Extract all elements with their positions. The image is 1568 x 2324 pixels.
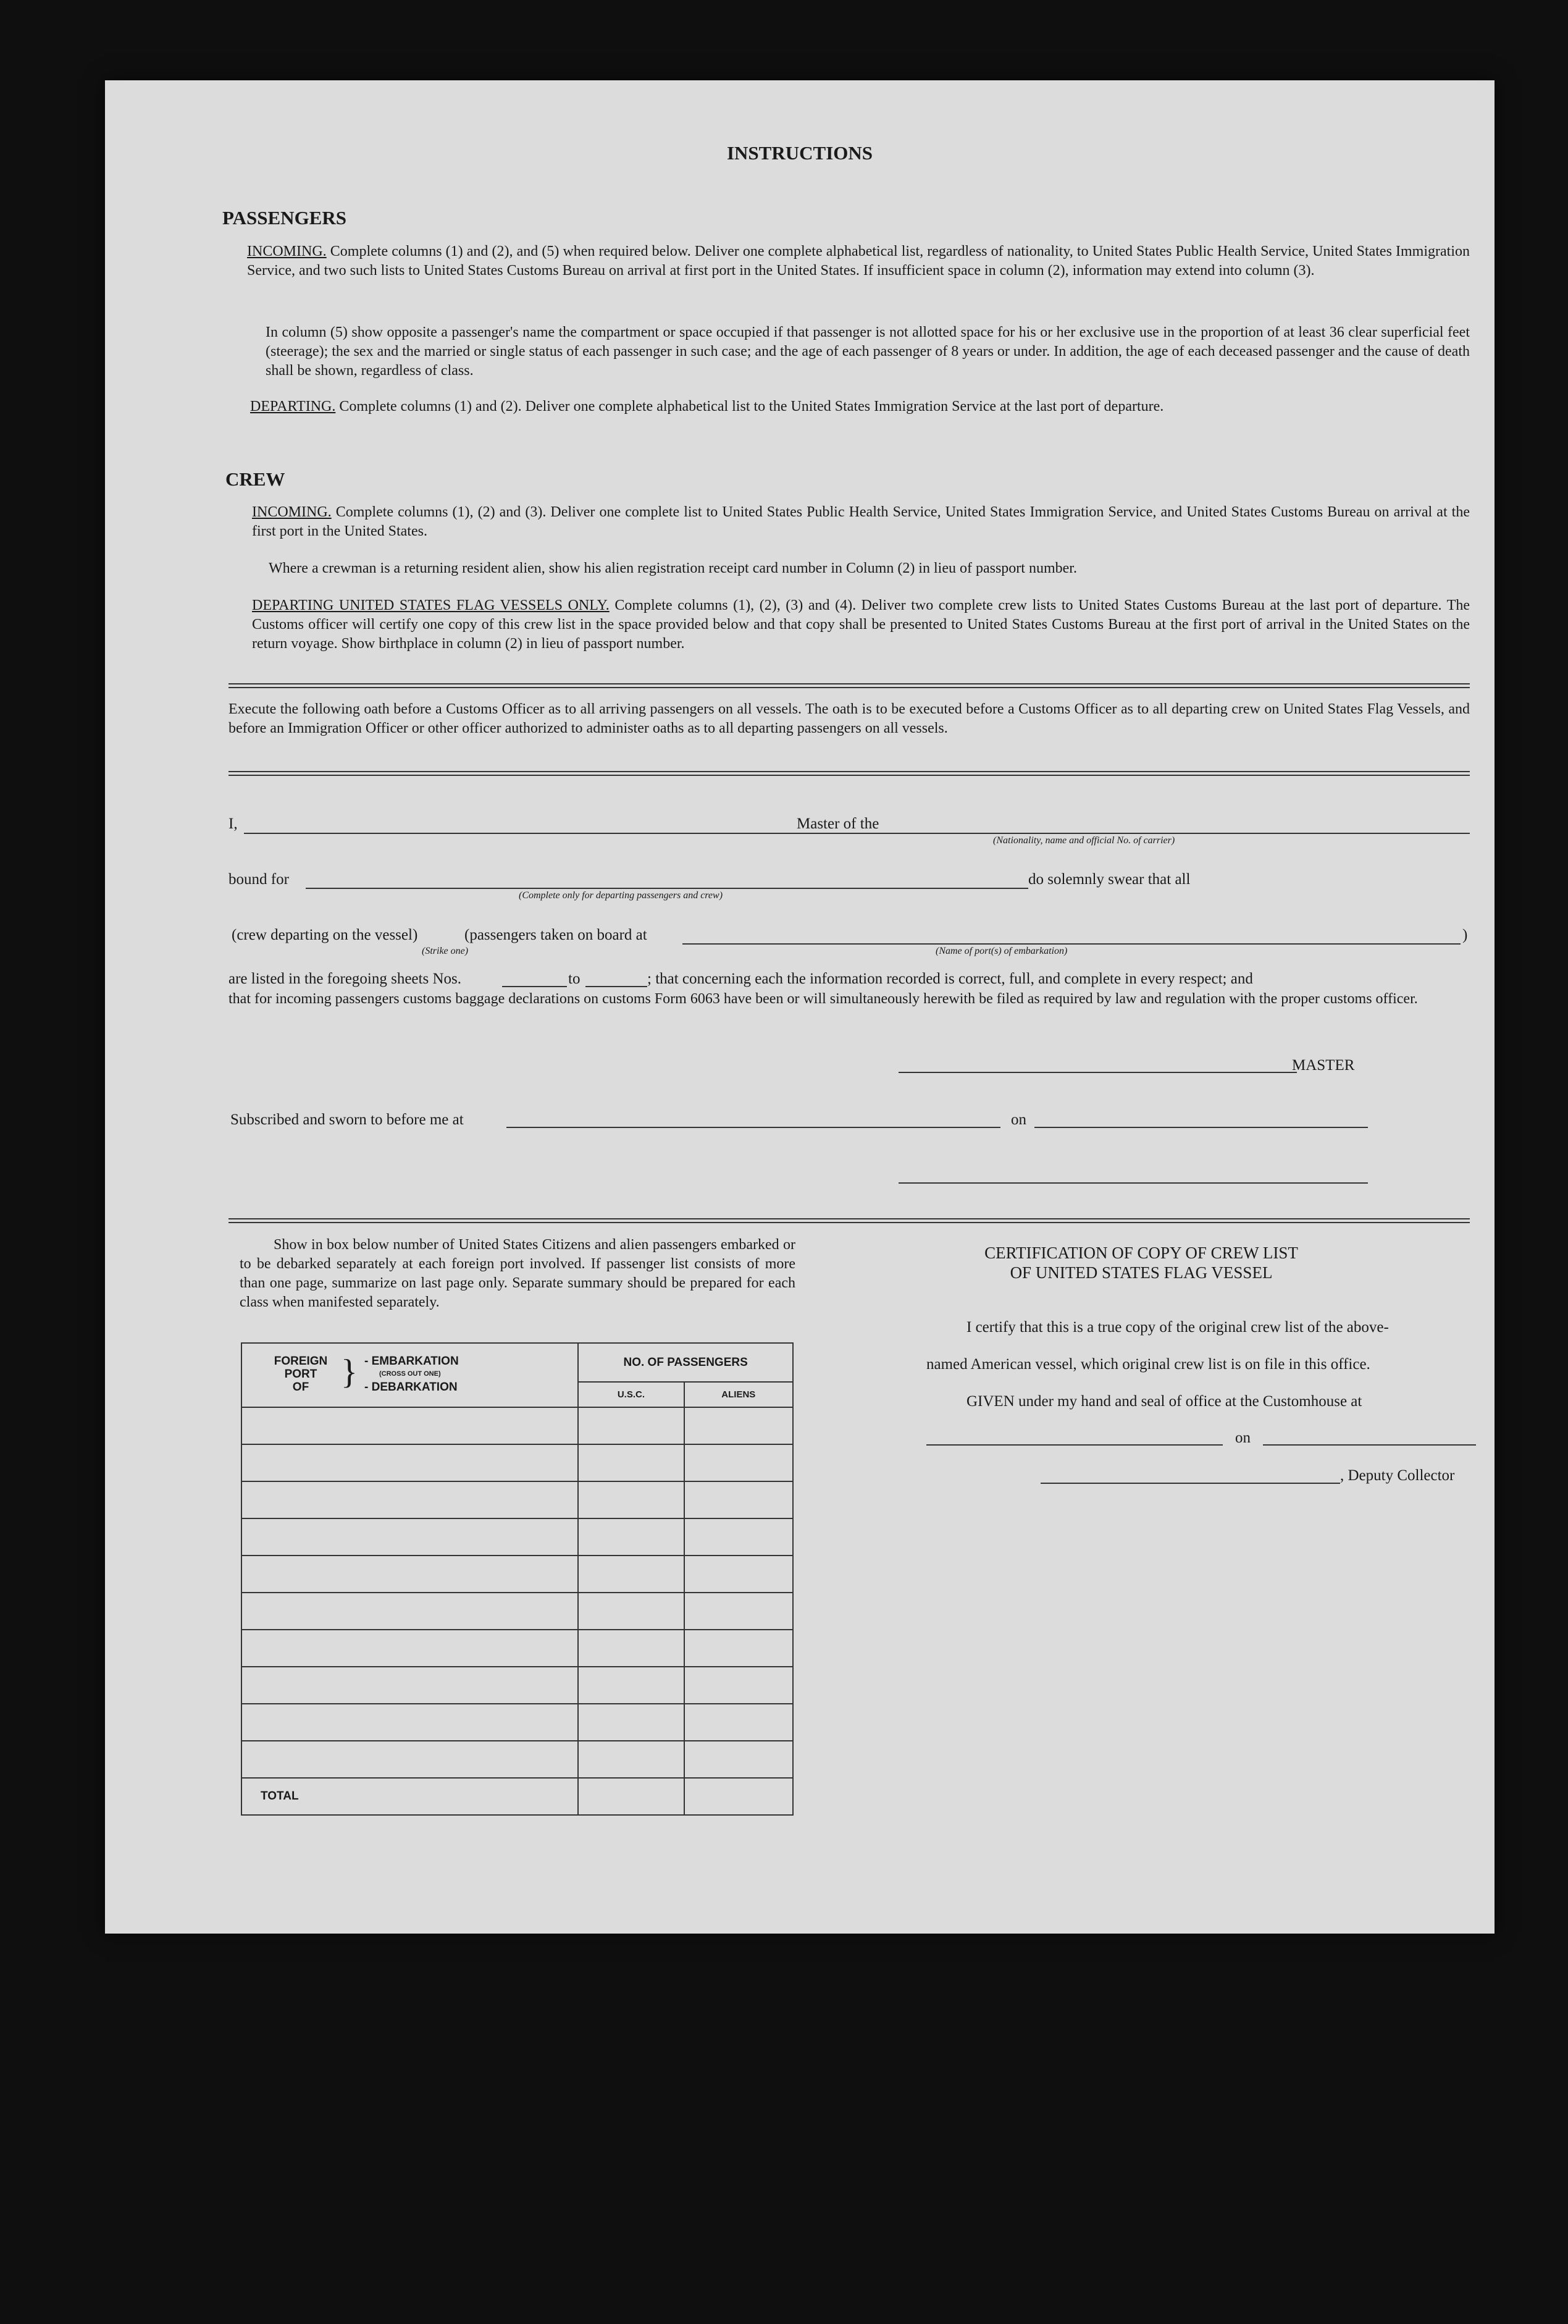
deputy-signature-line[interactable] xyxy=(1041,1483,1340,1484)
bound-for-label: bound for xyxy=(228,871,289,888)
aliens-cell[interactable] xyxy=(684,1444,793,1481)
table-row xyxy=(241,1593,793,1630)
crew-resident-paragraph: Where a crewman is a returning resident alien, show his alien registration receipt card number in Column (2) in lieu of passport number. xyxy=(269,560,1077,576)
crew-departing-label: DEPARTING UNITED STATES FLAG VESSELS ONLY. xyxy=(252,597,610,613)
divider xyxy=(228,1222,1470,1223)
aliens-cell[interactable] xyxy=(684,1704,793,1741)
deputy-collector-label: , Deputy Collector xyxy=(1340,1467,1455,1484)
port-cell[interactable] xyxy=(241,1593,578,1630)
complete-only-caption: (Complete only for departing passengers and crew) xyxy=(519,890,723,901)
page-title: INSTRUCTIONS xyxy=(726,142,873,164)
aliens-header: ALIENS xyxy=(684,1382,793,1407)
port-header-cell xyxy=(241,1343,578,1407)
table-row xyxy=(241,1556,793,1593)
table-row xyxy=(241,1630,793,1667)
table-row xyxy=(241,1407,793,1444)
port-cell[interactable] xyxy=(241,1704,578,1741)
cross-out-label: (CROSS OUT ONE) xyxy=(379,1370,441,1378)
customhouse-line[interactable] xyxy=(926,1444,1223,1446)
port-cell[interactable] xyxy=(241,1444,578,1481)
master-of-the-label: Master of the xyxy=(797,815,879,832)
master-name-line[interactable] xyxy=(244,833,902,834)
table-row xyxy=(241,1667,793,1704)
crew-incoming-paragraph xyxy=(252,503,1470,541)
cert-on-label: on xyxy=(1235,1429,1251,1446)
passengers-departing-label: DEPARTING. xyxy=(250,398,336,415)
sheet-from-line[interactable] xyxy=(502,986,567,987)
divider xyxy=(228,775,1470,776)
crew-incoming-text: Complete columns (1), (2) and (3). Deliver one complete list to United States Public Health Service, United States Immigration Service, and United States Customs Bureau on arrival at the first port in the United States. xyxy=(252,504,1470,539)
divider xyxy=(228,1218,1470,1219)
table-row xyxy=(241,1444,793,1481)
sworn-place-line[interactable] xyxy=(506,1127,1000,1128)
passengers-incoming-label: INCOMING. xyxy=(247,243,327,259)
usc-cell[interactable] xyxy=(578,1444,684,1481)
listed-rest: ; that concerning each the information recorded is correct, full, and complete in every respect; and xyxy=(647,970,1253,987)
listed-start: are listed in the foregoing sheets Nos. xyxy=(228,970,461,987)
certify-line2: named American vessel, which original crew list is on file in this office. xyxy=(926,1356,1370,1373)
passengers-incoming-paragraph xyxy=(247,242,1470,280)
usc-cell[interactable] xyxy=(578,1704,684,1741)
cert-date-line[interactable] xyxy=(1263,1444,1476,1446)
port-cell[interactable] xyxy=(241,1481,578,1518)
certification-heading xyxy=(919,1243,1364,1282)
aliens-cell[interactable] xyxy=(684,1481,793,1518)
port-caption: (Name of port(s) of embarkation) xyxy=(936,946,1068,956)
on-label: on xyxy=(1011,1111,1026,1128)
aliens-cell[interactable] xyxy=(684,1518,793,1556)
officer-signature-line[interactable] xyxy=(899,1182,1368,1184)
oath-i-label: I, xyxy=(228,815,238,832)
usc-cell[interactable] xyxy=(578,1407,684,1444)
port-cell[interactable] xyxy=(241,1741,578,1778)
port-cell[interactable] xyxy=(241,1518,578,1556)
crew-departing-paragraph xyxy=(252,596,1470,654)
crew-incoming-label: INCOMING. xyxy=(252,504,332,520)
bound-for-line[interactable] xyxy=(306,888,1028,889)
listed-continuation: that for incoming passengers customs baggage declarations on customs Form 6063 have been or will simultaneously herewith be filed as required by law and regulation with the proper customs officer. xyxy=(228,991,1418,1007)
aliens-cell[interactable] xyxy=(684,1630,793,1667)
certification-heading-line1: CERTIFICATION OF COPY OF CREW LIST xyxy=(984,1244,1298,1262)
usc-cell[interactable] xyxy=(578,1481,684,1518)
passengers-taken-option[interactable]: (passengers taken on board at xyxy=(464,927,647,943)
to-label: to xyxy=(568,970,581,987)
table-row xyxy=(241,1741,793,1778)
usc-cell[interactable] xyxy=(578,1518,684,1556)
passengers-departing-paragraph xyxy=(250,397,1470,416)
table-body xyxy=(241,1407,793,1778)
divider xyxy=(228,771,1470,772)
crew-departing-text: Complete columns (1), (2), (3) and (4). Deliver two complete crew lists to United States Customs Bureau at the last port of departure. The Customs officer will certify one copy of this crew list in the space provided below and that copy shall be presented to United States Customs Bureau at the first port of arrival in the United States on the return voyage. Show birthplace in column (2) in lieu of passport number. xyxy=(252,597,1470,652)
aliens-cell[interactable] xyxy=(684,1667,793,1704)
divider xyxy=(228,687,1470,688)
usc-cell[interactable] xyxy=(578,1667,684,1704)
sheet-to-line[interactable] xyxy=(585,986,647,987)
divider xyxy=(228,683,1470,684)
total-label: TOTAL xyxy=(241,1778,578,1815)
oath-instructions: Execute the following oath before a Customs Officer as to all arriving passengers on all vessels. The oath is to be executed before a Customs Officer as to all departing crew on United States Flag Vessels, and before an Immigration Officer or other officer authorized to administer oaths as to all departing passengers on all vessels. xyxy=(228,701,1470,736)
no-of-passengers-header: NO. OF PASSENGERS xyxy=(578,1343,793,1382)
master-label: MASTER xyxy=(1292,1057,1355,1074)
total-usc-cell[interactable] xyxy=(578,1778,684,1815)
port-cell[interactable] xyxy=(241,1667,578,1704)
usc-cell[interactable] xyxy=(578,1741,684,1778)
table-row xyxy=(241,1518,793,1556)
embarkation-port-line[interactable] xyxy=(682,943,1461,945)
aliens-cell[interactable] xyxy=(684,1407,793,1444)
carrier-line[interactable] xyxy=(895,833,1470,834)
given-label: GIVEN under my hand and seal of office at the Customhouse at xyxy=(966,1393,1362,1410)
sworn-date-line[interactable] xyxy=(1034,1127,1368,1128)
crew-departing-option[interactable]: (crew departing on the vessel) xyxy=(232,927,418,943)
debarkation-label: - DEBARKATION xyxy=(364,1381,458,1394)
box-instructions: Show in box below number of United States Citizens and alien passengers embarked or to be debarked separately at each foreign port involved. If passenger list consists of more than one page, summarize on last page only. Separate summary should be prepared for each class when manifested separately. xyxy=(240,1237,795,1310)
passenger-count-table xyxy=(241,1342,794,1816)
foreign-port-of: FOREIGN PORT OF xyxy=(274,1355,328,1394)
aliens-cell[interactable] xyxy=(684,1593,793,1630)
table-row xyxy=(241,1704,793,1741)
table-row xyxy=(241,1481,793,1518)
swear-label: do solemnly swear that all xyxy=(1028,871,1191,888)
embarkation-label: - EMBARKATION xyxy=(364,1355,459,1368)
passengers-incoming-text: Complete columns (1) and (2), and (5) when required below. Deliver one complete alphabetical list, regardless of nationality, to United States Public Health Service, United States Immigration Service, and two such lists to United States Customs Bureau on arrival at first port in the United States. If insufficient space in column (2), information may extend into column (3). xyxy=(247,243,1470,279)
brace-icon: } xyxy=(341,1353,358,1391)
passengers-heading: PASSENGERS xyxy=(222,207,346,229)
crew-heading: CREW xyxy=(225,468,285,490)
passengers-departing-text: Complete columns (1) and (2). Deliver one complete alphabetical list to the United States Immigration Service at the last port of departure. xyxy=(339,398,1164,415)
usc-cell[interactable] xyxy=(578,1630,684,1667)
port-cell[interactable] xyxy=(241,1630,578,1667)
usc-cell[interactable] xyxy=(578,1593,684,1630)
usc-cell[interactable] xyxy=(578,1556,684,1593)
close-paren: ) xyxy=(1462,927,1468,943)
master-signature-line[interactable] xyxy=(899,1072,1297,1073)
passengers-column5-paragraph: In column (5) show opposite a passenger's name the compartment or space occupied if that passenger is not allotted space for his or her exclusive use in the proportion of at least 36 clear superficial feet (steerage); the sex and the married or single status of each passenger in such case; and the age of each passenger of 8 years or under. In addition, the age of each deceased passenger and the cause of death shall be shown, regardless of class. xyxy=(266,324,1470,379)
total-aliens-cell[interactable] xyxy=(684,1778,793,1815)
nationality-caption: (Nationality, name and official No. of carrier) xyxy=(993,835,1175,846)
strike-one-caption: (Strike one) xyxy=(422,946,469,956)
certify-line1: I certify that this is a true copy of the original crew list of the above- xyxy=(966,1319,1389,1336)
usc-header: U.S.C. xyxy=(578,1382,684,1407)
subscribed-label: Subscribed and sworn to before me at xyxy=(230,1111,464,1128)
aliens-cell[interactable] xyxy=(684,1556,793,1593)
port-cell[interactable] xyxy=(241,1556,578,1593)
port-cell[interactable] xyxy=(241,1407,578,1444)
form-sheet xyxy=(105,80,1495,1934)
certification-heading-line2: OF UNITED STATES FLAG VESSEL xyxy=(1010,1263,1273,1282)
aliens-cell[interactable] xyxy=(684,1741,793,1778)
